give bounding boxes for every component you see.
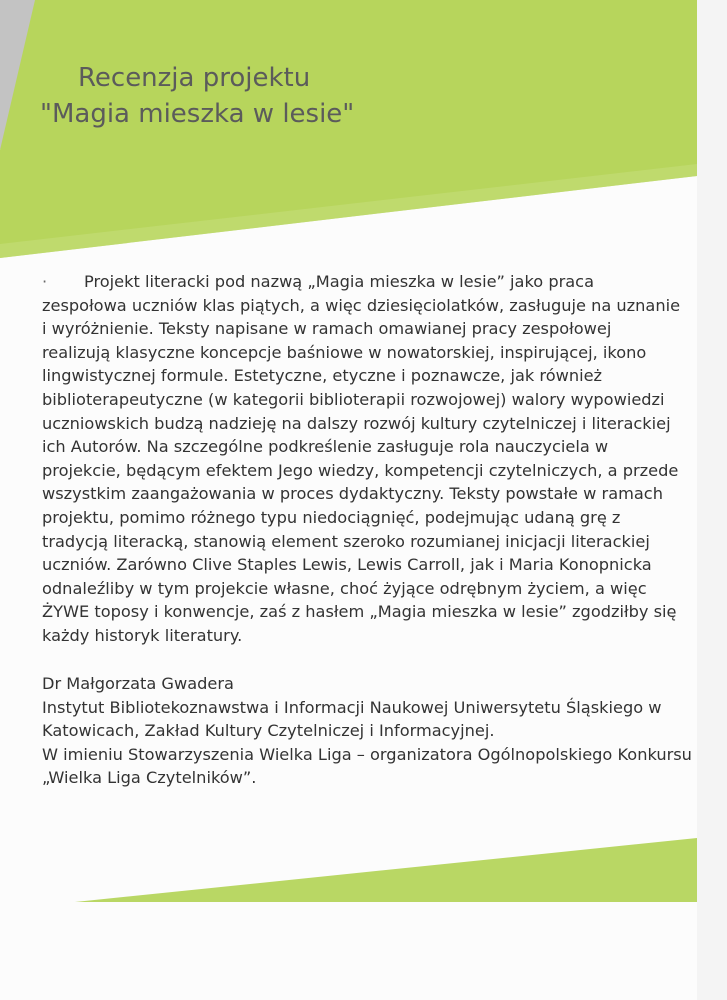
bullet-mark: · [42,272,48,291]
document-title [40,60,640,132]
signature-association: W imieniu Stowarzyszenia Wielka Liga – organizatora Ogólnopolskiego Konkursu „Wielka Liga Czytelników”. [42,744,692,788]
title-line-1: Recenzja projektu [78,63,311,93]
signature-institution: Instytut Bibliotekoznawstwa i Informacji Naukowej Uniwersytetu Śląskiego w Katowicach, Zakład Kultury Czytelniczej i Informacyjnej. [42,697,662,741]
bottom-green-band [75,838,697,902]
page-edge-strip [697,0,727,1000]
title-line-2: "Magia mieszka w lesie" [40,99,355,129]
signature-block [42,672,692,790]
signature-name: Dr Małgorzata Gwadera [42,674,234,693]
review-paragraph-text: Projekt literacki pod nazwą „Magia mieszka w lesie” jako praca zespołowa uczniów klas piątych, a więc dziesięciolatków, zasługuje na uznanie i wyróżnienie. Teksty napisane w ramach omawianej pracy zespołowej realizują klasyczne koncepcje baśniowe w nowatorskiej, inspirującej, ikono lingwistycznej formule. Estetyczne, etyczne i poznawcze, jak również biblioterapeutyczne (w kategorii biblioterapii rozwojowej) walory wypowiedzi uczniowskich budzą nadzieję na dalszy rozwój kultury czytelniczej i literackiej ich Autorów. Na szczególne podkreślenie zasługuje rola nauczyciela w projekcie, będącym efektem Jego wiedzy, kompetencji czytelniczych, a przede wszystkim zaangażowania w proces dydaktyczny. Teksty powstałe w ramach projektu, pomimo różnego typu niedociągnięć, podejmując udaną grę z tradycją literacką, stanowią element szeroko rozumianej inicjacji literackiej uczniów. Zarówno Clive Staples Lewis, Lewis Carroll, jak i Maria Konopnicka odnaleźliby w tym projekcie własne, choć żyjące odrębnym życiem, a więc ŻYWE toposy i konwencje, zaś z hasłem „Magia mieszka w lesie” zgodziłby się każdy historyk literatury. [42,272,681,645]
review-paragraph [42,270,682,648]
